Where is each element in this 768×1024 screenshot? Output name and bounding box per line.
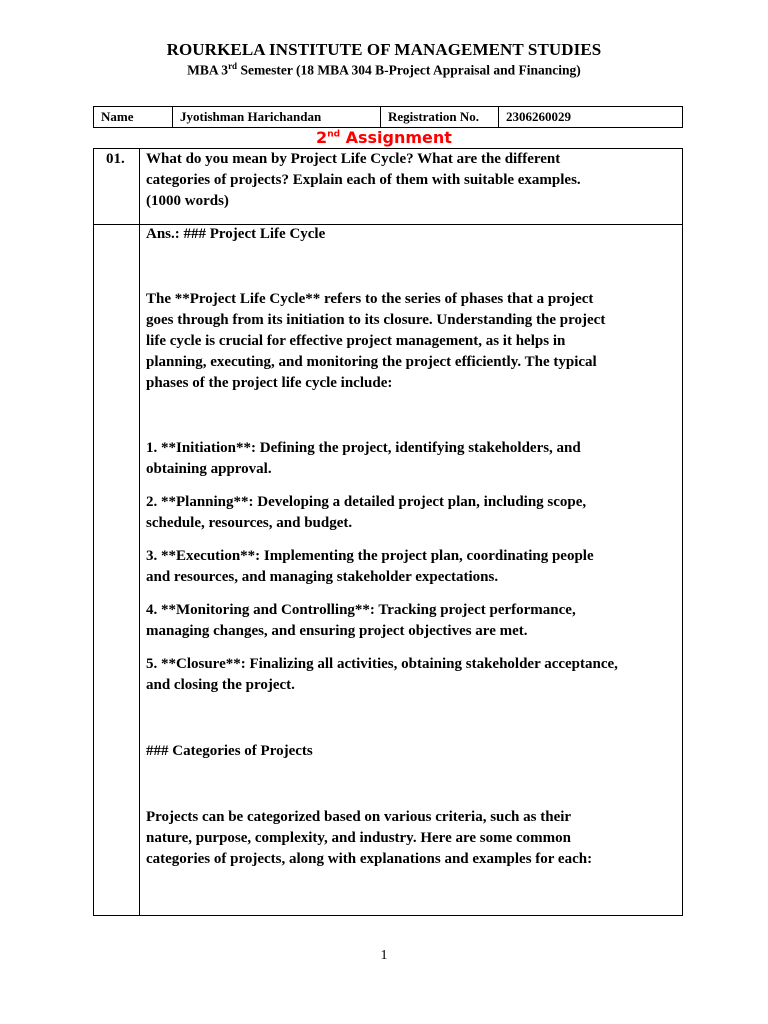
answer-intro-paragraph: The **Project Life Cycle** refers to the series of phases that a project goes through from its initiation to its closure. Understanding the project life cycle is crucial for effective project management, as it helps in planning, executing, and monitoring the project efficiently. The typical phases of the project life cycle include: xyxy=(146,291,606,391)
question-text: What do you mean by Project Life Cycle? What are the different categories of projects? Explain each of them with suitable examples. (1000 words) xyxy=(146,151,581,209)
page-number: 1 xyxy=(380,948,388,963)
column-divider xyxy=(139,149,140,915)
answer-heading: Ans.: ### Project Life Cycle xyxy=(146,226,326,242)
categories-intro-paragraph: Projects can be categorized based on various criteria, such as their nature, purpose, complexity, and industry. Here are some common categories of projects, along with explanations and examples for each: xyxy=(146,809,593,867)
registration-value: 2306260029 xyxy=(506,109,571,124)
question-number: 01. xyxy=(106,151,125,167)
question-table xyxy=(93,148,683,916)
institute-title: ROURKELA INSTITUTE OF MANAGEMENT STUDIES xyxy=(166,40,602,59)
phase-item-closure: 5. **Closure**: Finalizing all activities, obtaining stakeholder acceptance, and closing the project. xyxy=(146,656,618,693)
name-value: Jyotishman Harichandan xyxy=(173,107,381,127)
phase-item-monitoring: 4. **Monitoring and Controlling**: Tracking project performance, managing changes, and ensuring project objectives are met. xyxy=(146,602,576,639)
name-label: Name xyxy=(94,107,173,127)
course-subtitle: MBA 3rd Semester (18 MBA 304 B-Project Appraisal and Financing) xyxy=(187,61,581,78)
registration-label: Registration No. xyxy=(381,107,499,127)
phase-item-planning: 2. **Planning**: Developing a detailed project plan, including scope, schedule, resources, and budget. xyxy=(146,494,587,531)
categories-heading: ### Categories of Projects xyxy=(146,743,313,759)
phase-item-execution: 3. **Execution**: Implementing the project plan, coordinating people and resources, and managing stakeholder expectations. xyxy=(146,548,594,585)
assignment-title: 2nd Assignment xyxy=(316,128,452,147)
student-info-table xyxy=(93,106,683,128)
phase-item-initiation: 1. **Initiation**: Defining the project, identifying stakeholders, and obtaining approval. xyxy=(146,440,581,477)
